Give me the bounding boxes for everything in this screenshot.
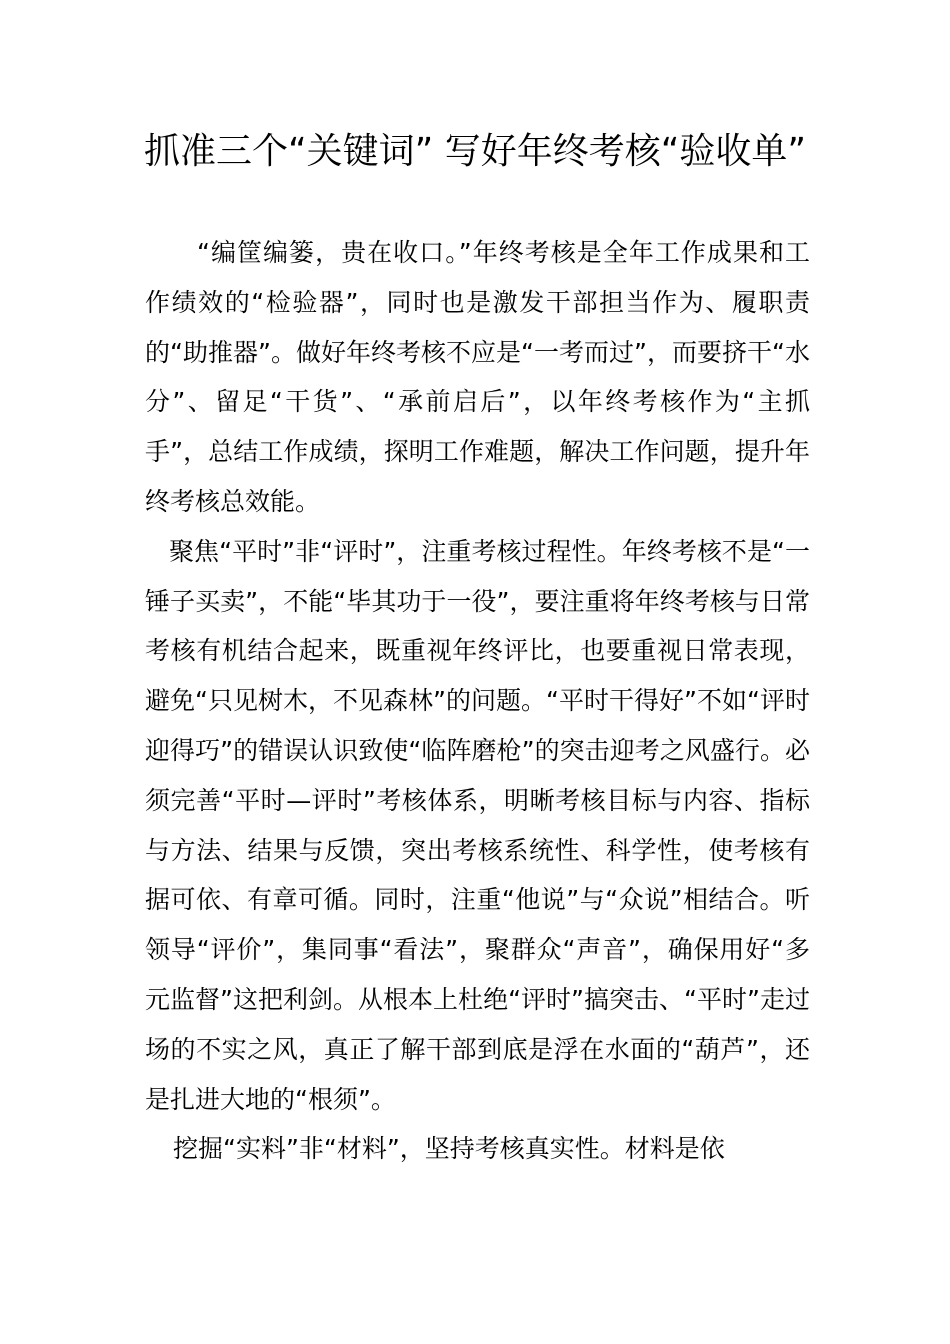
document-title: 抓准三个“关键词” 写好年终考核“验收单” (143, 131, 807, 172)
document-body (145, 228, 810, 1174)
paragraph-section-1: 聚焦“平时”非“评时”，注重考核过程性。年终考核不是“一锤子买卖”，不能“毕其功于一役”，要注重将年终考核与日常考核有机结合起来，既重视年终评比，也要重视日常表现，避免“只见树木，不见森林”的问题。“平时干得好”不如“评时迎得巧”的错误认识致使“临阵磨枪”的突击迎考之风盛行。必须完善“平时—评时”考核体系，明晰考核目标与内容、指标与方法、结果与反馈，突出考核系统性、科学性，使考核有据可依、有章可循。同时，注重“他说”与“众说”相结合。听领导“评价”，集同事“看法”，聚群众“声音”，确保用好“多元监督”这把利剑。从根本上杜绝“评时”搞突击、“平时”走过场的不实之风，真正了解干部到底是浮在水面的“葫芦”，还是扎进大地的“根须”。 (145, 536, 810, 1114)
paragraph-intro: “编筐编篓，贵在收口。”年终考核是全年工作成果和工作绩效的“检验器”，同时也是激发干部担当作为、履职责的“助推器”。做好年终考核不应是“一考而过”，而要挤干“水分”、留足“干货”、“承前启后”，以年终考核作为“主抓手”，总结工作成绩，探明工作难题，解决工作问题，提升年终考核总效能。 (145, 238, 810, 516)
paragraph-section-2: 挖掘“实料”非“材料”，坚持考核真实性。材料是依 (173, 1134, 725, 1164)
